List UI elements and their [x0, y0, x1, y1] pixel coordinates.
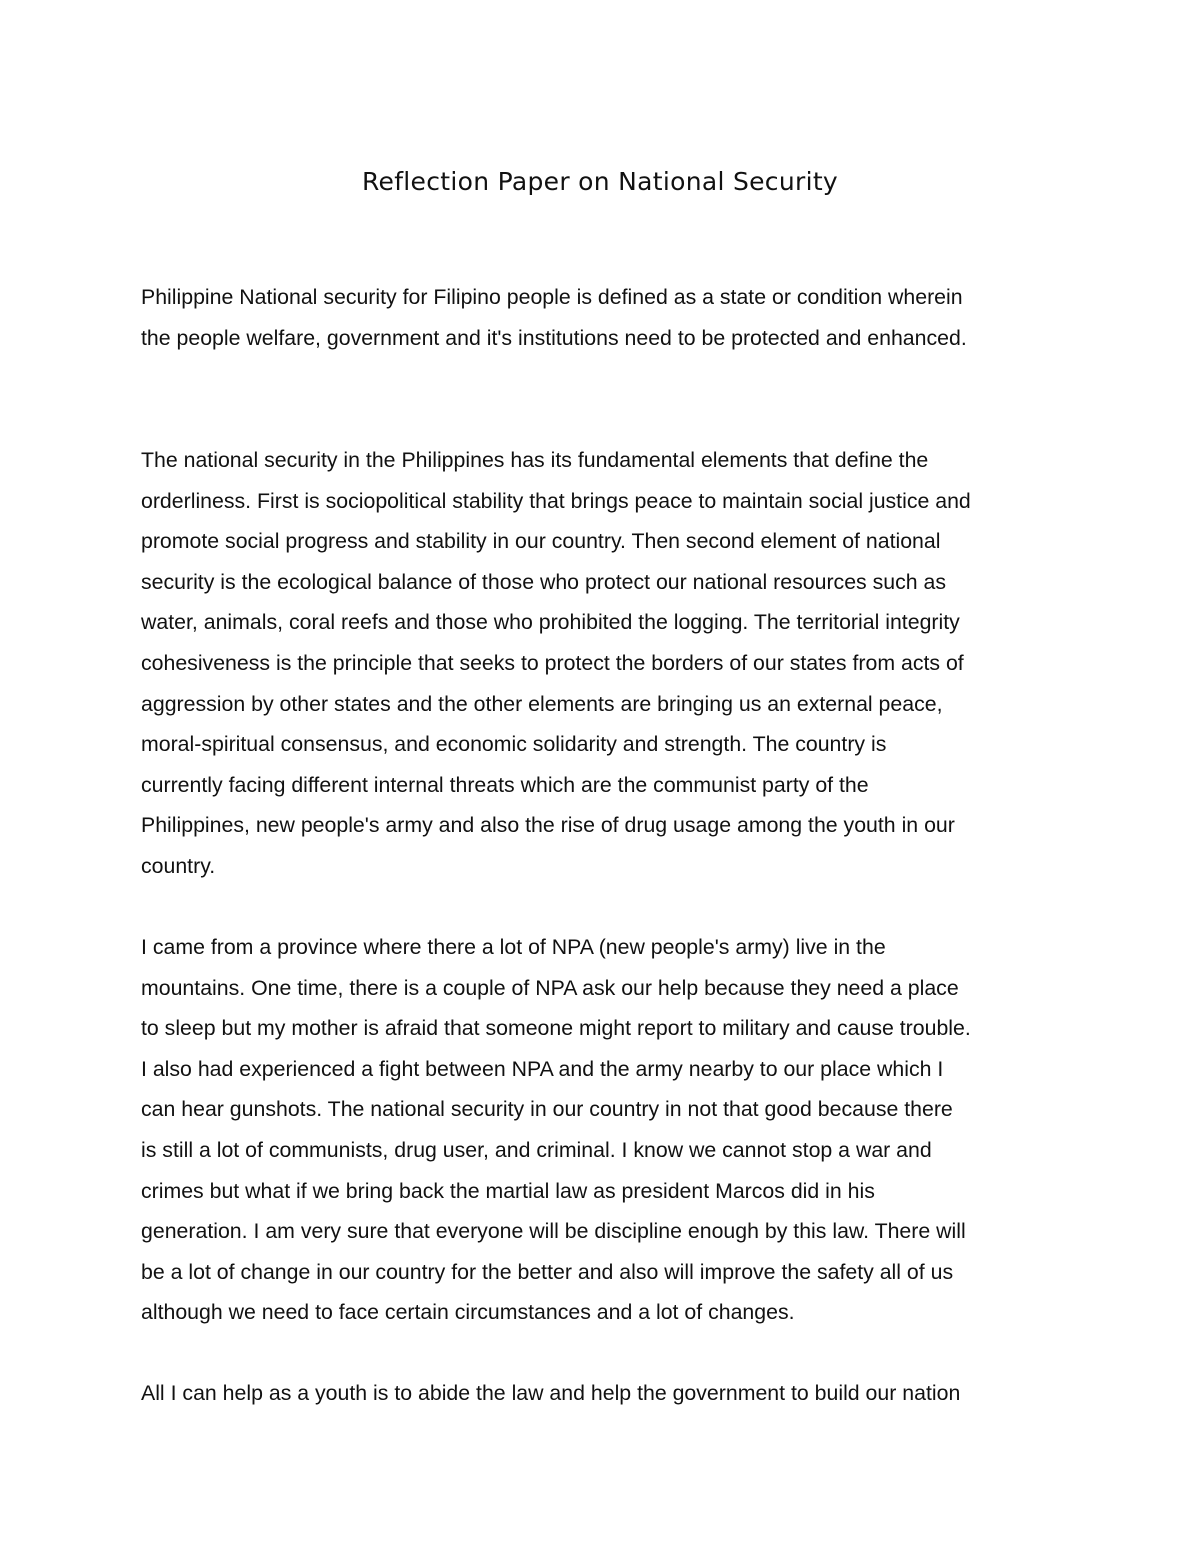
paragraph-line: Philippines, new people's army and also the rise of drug usage among the youth in our	[141, 813, 955, 838]
paragraph-line: the people welfare, government and it's institutions need to be protected and enhanced.	[141, 325, 967, 350]
paragraph-line: orderliness. First is sociopolitical stability that brings peace to maintain social justice and	[141, 488, 971, 513]
paragraph-line: generation. I am very sure that everyone will be discipline enough by this law. There will	[141, 1219, 966, 1244]
paragraph-line: I came from a province where there a lot of NPA (new people's army) live in the	[141, 935, 886, 959]
paragraph-line: to sleep but my mother is afraid that someone might report to military and cause trouble.	[141, 1016, 971, 1041]
paragraph-line: water, animals, coral reefs and those who prohibited the logging. The territorial integrity	[141, 610, 960, 635]
paragraph-line: mountains. One time, there is a couple of NPA ask our help because they need a place	[141, 975, 959, 1000]
paragraph-line: aggression by other states and the other elements are bringing us an external peace,	[141, 691, 943, 716]
paragraph-line: crimes but what if we bring back the martial law as president Marcos did in his	[141, 1178, 875, 1203]
paragraph-line: can hear gunshots. The national security in our country in not that good because there	[141, 1097, 953, 1122]
paragraph-line: security is the ecological balance of those who protect our national resources such as	[141, 569, 946, 594]
paragraph-line: I also had experienced a fight between NPA and the army nearby to our place which I	[141, 1056, 944, 1081]
paragraph-line: promote social progress and stability in our country. Then second element of national	[141, 529, 941, 554]
paragraph-line: currently facing different internal threats which are the communist party of the	[141, 772, 869, 797]
document-title: Reflection Paper on National Security	[361, 167, 839, 196]
paragraph-line: All I can help as a youth is to abide the law and help the government to build our nation	[141, 1381, 961, 1405]
paragraph-line: country.	[141, 853, 216, 878]
paragraph-3	[141, 927, 1071, 1333]
paragraph-line: is still a lot of communists, drug user, and criminal. I know we cannot stop a war and	[141, 1137, 932, 1162]
paragraph-1	[141, 277, 1071, 358]
paragraph-line: although we need to face certain circumstances and a lot of changes.	[141, 1300, 795, 1325]
paragraph-line: The national security in the Philippines has its fundamental elements that define the	[141, 448, 929, 472]
paragraph-line: Philippine National security for Filipino people is defined as a state or condition wherein	[141, 285, 963, 309]
paragraph-2	[141, 440, 1071, 887]
paragraph-line: be a lot of change in our country for the better and also will improve the safety all of us	[141, 1259, 954, 1284]
paragraph-line: cohesiveness is the principle that seeks to protect the borders of our states from acts of	[141, 650, 964, 675]
paragraph-line: moral-spiritual consensus, and economic solidarity and strength. The country is	[141, 732, 887, 757]
paragraph-4	[141, 1373, 1071, 1414]
